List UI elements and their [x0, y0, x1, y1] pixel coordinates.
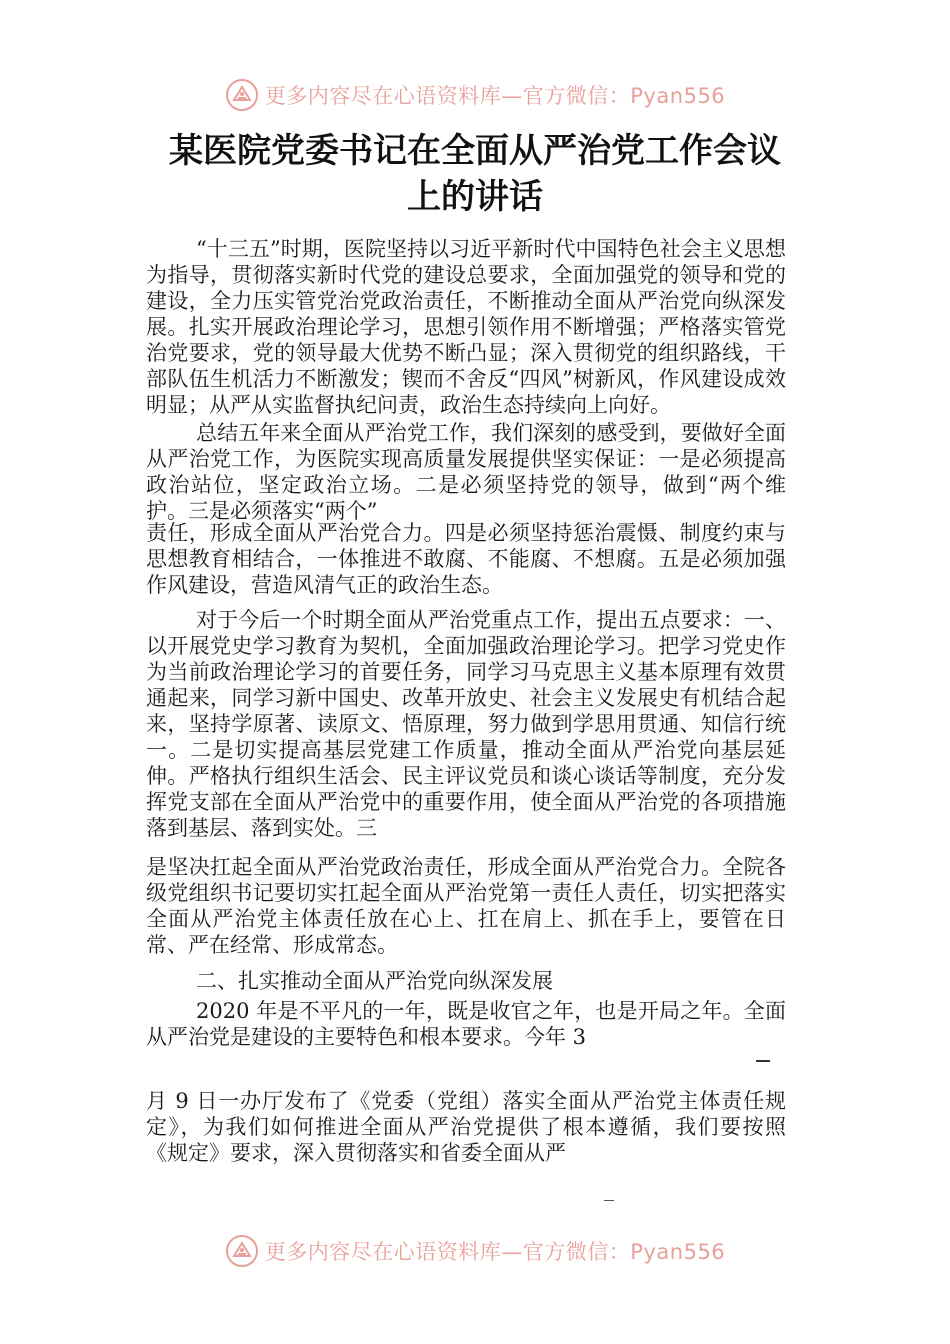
paragraph-summary-cont: 责任，形成全面从严治党合力。四是必须坚持惩治震慑、制度约束与思想教育相结合，一体推进不敢腐、不能腐、不想腐。五是必须加强作风建设，营造风清气正的政治生态。: [146, 521, 786, 597]
watermark-text: 更多内容尽在心语资料库—官方微信：Pyan556: [264, 84, 726, 108]
title-line-1: 某医院党委书记在全面从严治党工作会议: [169, 131, 781, 171]
page-break-mark: [756, 1060, 770, 1062]
page-corner-mark: [604, 1200, 614, 1201]
section-heading-2: 二、扎实推动全面从严治党向纵深发展: [196, 969, 553, 993]
paragraph-requirements: 对于今后一个时期全面从严治党重点工作，提出五点要求：一、以开展党史学习教育为契机，全面加强政治理论学习。把学习党史作为当前政治理论学习的首要任务，同学习马克思主义基本原理有效贯通起来，同学习新中国史、改革开放史、社会主义发展史有机结合起来，坚持学原著、读原文、悟原理，努力做到学思用贯通、知信行统一。二是切实提高基层党建工作质量，推动全面从严治党向基层延伸。严格执行组织生活会、民主评议党员和谈心谈话等制度，充分发挥党支部在全面从严治党中的重要作用，使全面从严治党的各项措施落到基层、落到实处。三: [146, 608, 786, 840]
paragraph-2020: 2020 年是不平凡的一年，既是收官之年，也是开局之年。全面从严治党是建设的主要特色和根本要求。今年 3: [146, 999, 786, 1049]
watermark-text: 更多内容尽在心语资料库—官方微信：Pyan556: [264, 1240, 726, 1264]
paragraph-summary: 总结五年来全面从严治党工作，我们深刻的感受到，要做好全面从严治党工作，为医院实现高质量发展提供坚实保证：一是必须提高政治站位，坚定政治立场。二是必须坚持党的领导，做到“两个维护。三是必须落实“两个”: [146, 421, 786, 523]
document-title: [120, 128, 830, 220]
paragraph-intro: “十三五”时期，医院坚持以习近平新时代中国特色社会主义思想为指导，贯彻落实新时代党的建设总要求，全面加强党的领导和党的建设，全力压实管党治党政治责任，不断推动全面从严治党向纵深发展。扎实开展政治理论学习，思想引领作用不断增强；严格落实管党治党要求，党的领导最大优势不断凸显；深入贯彻党的组织路线，干部队伍生机活力不断激发；锲而不舍反“四风”树新风，作风建设成效明显；从严从实监督执纪问责，政治生态持续向上向好。: [146, 237, 786, 417]
library-logo-icon: [225, 78, 259, 112]
library-logo-icon: [225, 1234, 259, 1268]
watermark-banner-bottom: [0, 1231, 950, 1271]
title-line-2: 上的讲话: [407, 177, 543, 217]
watermark-banner-top: [0, 75, 950, 115]
paragraph-regulation: 月 9 日一办厅发布了《党委（党组）落实全面从严治党主体责任规定》，为我们如何推进全面从严治党提供了根本遵循，我们要按照《规定》要求，深入贯彻落实和省委全面从严: [146, 1089, 786, 1165]
paragraph-requirements-cont: 是坚决扛起全面从严治党政治责任，形成全面从严治党合力。全院各级党组织书记要切实扛起全面从严治党第一责任人责任，切实把落实全面从严治党主体责任放在心上、扛在肩上、抓在手上，要管在日常、严在经常、形成常态。: [146, 855, 786, 957]
